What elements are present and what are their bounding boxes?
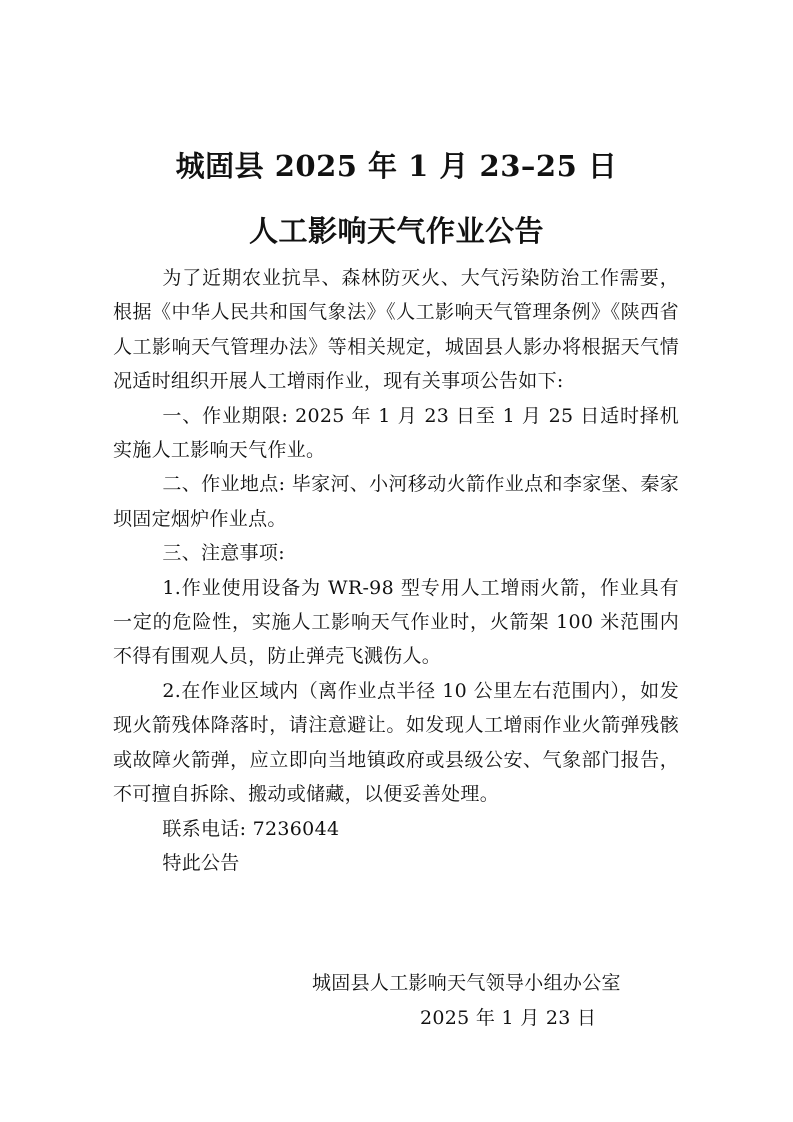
- signature-organization: 城固县人工影响天气领导小组办公室: [312, 972, 621, 994]
- paragraph-note-2: 2.在作业区域内（离作业点半径 10 公里左右范围内），如发现火箭残体降落时，请注意避让。如发现人工增雨作业火箭弹残骸或故障火箭弹，应立即向当地镇政府或县级公安、气象部门报告，不可擅自拆除、搬动或储藏，以便妥善处理。: [113, 679, 679, 806]
- paragraph-closing: 特此公告: [162, 851, 240, 874]
- paragraph-contact-phone: 联系电话: 7236044: [162, 817, 340, 840]
- document-title-line1: 城固县 2025 年 1 月 23–25 日: [175, 149, 618, 183]
- paragraph-note-1: 1.作业使用设备为 WR-98 型专用人工增雨火箭，作业具有一定的危险性，实施人工影响天气作业时，火箭架 100 米范围内不得有围观人员，防止弹壳飞溅伤人。: [113, 576, 679, 668]
- paragraph-period: 一、作业期限: 2025 年 1 月 23 日至 1 月 25 日适时择机实施人工影响天气作业。: [113, 404, 679, 462]
- paragraph-intro: 为了近期农业抗旱、森林防灭火、大气污染防治工作需要，根据《中华人民共和国气象法》《人工影响天气管理条例》《陕西省人工影响天气管理办法》等相关规定，城固县人影办将根据天气情况适时组织开展人工增雨作业，现有关事项公告如下:: [113, 267, 679, 393]
- paragraph-notes-heading: 三、注意事项:: [162, 542, 285, 565]
- signature-date: 2025 年 1 月 23 日: [420, 1007, 597, 1029]
- paragraph-location: 二、作业地点: 毕家河、小河移动火箭作业点和李家堡、秦家坝固定烟炉作业点。: [113, 473, 679, 530]
- document-body: [113, 261, 679, 880]
- document-title-line2: 人工影响天气作业公告: [248, 214, 544, 248]
